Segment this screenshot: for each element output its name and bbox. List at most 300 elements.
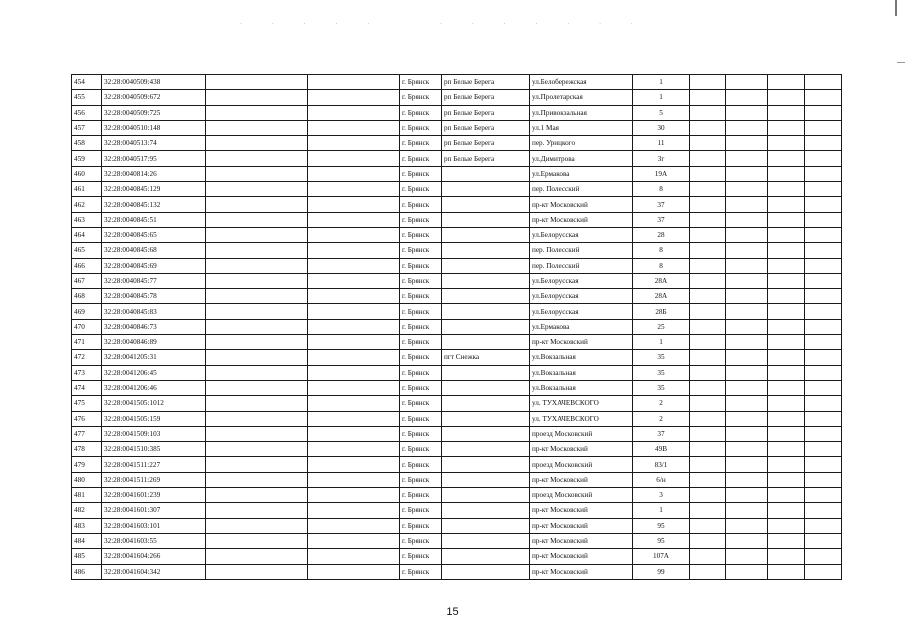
cadastral-number: 32:28:0040513:74 — [102, 136, 206, 151]
blank-cell — [805, 289, 842, 304]
cadastral-number: 32:28:0040845:129 — [102, 182, 206, 197]
table-row — [72, 503, 842, 518]
blank-cell — [768, 105, 805, 120]
blank-cell — [726, 533, 768, 548]
city-cell: г. Брянск — [400, 120, 442, 135]
row-number: 458 — [72, 136, 102, 151]
street-cell: пер. Полесский — [530, 243, 633, 258]
blank-cell — [308, 411, 400, 426]
city-cell: г. Брянск — [400, 503, 442, 518]
cadastral-number: 32:28:0041505:1012 — [102, 396, 206, 411]
blank-cell — [206, 411, 308, 426]
blank-cell — [805, 488, 842, 503]
blank-cell — [726, 197, 768, 212]
row-number: 484 — [72, 533, 102, 548]
blank-cell — [308, 365, 400, 380]
table-row — [72, 166, 842, 181]
cadastral-number: 32:28:0040845:69 — [102, 258, 206, 273]
street-cell: ул.Белобережская — [530, 75, 633, 90]
blank-cell — [726, 304, 768, 319]
settlement-cell: рп Белые Берега — [442, 136, 530, 151]
scan-artifact: · · · · · — [240, 21, 384, 28]
house-number-cell: 2 — [633, 396, 690, 411]
blank-cell — [726, 488, 768, 503]
cadastral-number: 32:28:0041505:159 — [102, 411, 206, 426]
blank-cell — [805, 166, 842, 181]
blank-cell — [308, 549, 400, 564]
cadastral-number: 32:28:0040814:26 — [102, 166, 206, 181]
house-number-cell: 3 — [633, 488, 690, 503]
street-cell: ул.Белорусская — [530, 273, 633, 288]
row-number: 464 — [72, 227, 102, 242]
blank-cell — [206, 304, 308, 319]
blank-cell — [690, 533, 726, 548]
blank-cell — [308, 426, 400, 441]
blank-cell — [726, 518, 768, 533]
city-cell: г. Брянск — [400, 105, 442, 120]
table-row — [72, 518, 842, 533]
cadastral-number: 32:28:0041511:269 — [102, 472, 206, 487]
blank-cell — [308, 335, 400, 350]
blank-cell — [690, 426, 726, 441]
row-number: 478 — [72, 442, 102, 457]
blank-cell — [726, 350, 768, 365]
blank-cell — [690, 503, 726, 518]
street-cell: пр-кт Московский — [530, 212, 633, 227]
settlement-cell — [442, 533, 530, 548]
row-number: 482 — [72, 503, 102, 518]
blank-cell — [206, 90, 308, 105]
street-cell: пр-кт Московский — [530, 335, 633, 350]
house-number-cell: 30 — [633, 120, 690, 135]
house-number-cell: 1 — [633, 90, 690, 105]
city-cell: г. Брянск — [400, 518, 442, 533]
table-row — [72, 335, 842, 350]
cadastral-number: 32:28:0041509:103 — [102, 426, 206, 441]
table-row — [72, 289, 842, 304]
house-number-cell: 37 — [633, 197, 690, 212]
city-cell: г. Брянск — [400, 289, 442, 304]
blank-cell — [308, 442, 400, 457]
settlement-cell — [442, 380, 530, 395]
settlement-cell — [442, 319, 530, 334]
house-number-cell: 28А — [633, 273, 690, 288]
blank-cell — [768, 335, 805, 350]
blank-cell — [690, 457, 726, 472]
city-cell: г. Брянск — [400, 136, 442, 151]
blank-cell — [726, 151, 768, 166]
blank-cell — [690, 105, 726, 120]
house-number-cell: 107А — [633, 549, 690, 564]
blank-cell — [805, 304, 842, 319]
blank-cell — [690, 442, 726, 457]
blank-cell — [206, 350, 308, 365]
blank-cell — [768, 75, 805, 90]
row-number: 470 — [72, 319, 102, 334]
table-row — [72, 365, 842, 380]
blank-cell — [308, 197, 400, 212]
blank-cell — [690, 411, 726, 426]
city-cell: г. Брянск — [400, 258, 442, 273]
blank-cell — [690, 75, 726, 90]
blank-cell — [690, 273, 726, 288]
blank-cell — [308, 304, 400, 319]
blank-cell — [690, 136, 726, 151]
city-cell: г. Брянск — [400, 442, 442, 457]
table-row — [72, 151, 842, 166]
blank-cell — [768, 258, 805, 273]
cadastral-number: 32:28:0041510:385 — [102, 442, 206, 457]
blank-cell — [206, 380, 308, 395]
house-number-cell: 1 — [633, 75, 690, 90]
settlement-cell — [442, 304, 530, 319]
blank-cell — [768, 533, 805, 548]
city-cell: г. Брянск — [400, 488, 442, 503]
cadastral-number: 32:28:0041604:266 — [102, 549, 206, 564]
settlement-cell — [442, 212, 530, 227]
blank-cell — [805, 151, 842, 166]
settlement-cell — [442, 457, 530, 472]
row-number: 476 — [72, 411, 102, 426]
row-number: 481 — [72, 488, 102, 503]
settlement-cell: рп Белые Берега — [442, 120, 530, 135]
settlement-cell — [442, 488, 530, 503]
blank-cell — [308, 518, 400, 533]
blank-cell — [206, 243, 308, 258]
blank-cell — [206, 549, 308, 564]
settlement-cell — [442, 426, 530, 441]
settlement-cell: рп Белые Берега — [442, 151, 530, 166]
row-number: 455 — [72, 90, 102, 105]
blank-cell — [726, 120, 768, 135]
blank-cell — [206, 289, 308, 304]
blank-cell — [726, 319, 768, 334]
blank-cell — [726, 365, 768, 380]
house-number-cell: 35 — [633, 380, 690, 395]
house-number-cell: 99 — [633, 564, 690, 579]
house-number-cell: 1 — [633, 335, 690, 350]
cadastral-number: 32:28:0041603:101 — [102, 518, 206, 533]
blank-cell — [768, 212, 805, 227]
street-cell: пр-кт Московский — [530, 472, 633, 487]
row-number: 477 — [72, 426, 102, 441]
city-cell: г. Брянск — [400, 182, 442, 197]
blank-cell — [805, 503, 842, 518]
blank-cell — [206, 120, 308, 135]
blank-cell — [206, 564, 308, 579]
blank-cell — [308, 75, 400, 90]
blank-cell — [308, 90, 400, 105]
blank-cell — [206, 273, 308, 288]
settlement-cell: пгт Снежка — [442, 350, 530, 365]
table-row — [72, 411, 842, 426]
city-cell: г. Брянск — [400, 533, 442, 548]
house-number-cell: 28 — [633, 227, 690, 242]
cadastral-number: 32:28:0040845:68 — [102, 243, 206, 258]
row-number: 469 — [72, 304, 102, 319]
blank-cell — [768, 273, 805, 288]
blank-cell — [768, 243, 805, 258]
city-cell: г. Брянск — [400, 243, 442, 258]
blank-cell — [308, 396, 400, 411]
blank-cell — [805, 365, 842, 380]
blank-cell — [308, 182, 400, 197]
blank-cell — [805, 243, 842, 258]
settlement-cell: рп Белые Берега — [442, 75, 530, 90]
house-number-cell: 6/н — [633, 472, 690, 487]
blank-cell — [308, 258, 400, 273]
city-cell: г. Брянск — [400, 212, 442, 227]
blank-cell — [805, 518, 842, 533]
blank-cell — [206, 442, 308, 457]
street-cell: пер. Урицкого — [530, 136, 633, 151]
blank-cell — [726, 442, 768, 457]
table-row — [72, 90, 842, 105]
table-row — [72, 396, 842, 411]
street-cell: ул.Вокзальная — [530, 380, 633, 395]
blank-cell — [726, 457, 768, 472]
blank-cell — [726, 105, 768, 120]
blank-cell — [768, 549, 805, 564]
blank-cell — [308, 564, 400, 579]
house-number-cell: 8 — [633, 182, 690, 197]
settlement-cell — [442, 289, 530, 304]
blank-cell — [726, 212, 768, 227]
blank-cell — [768, 182, 805, 197]
blank-cell — [726, 503, 768, 518]
settlement-cell — [442, 243, 530, 258]
settlement-cell — [442, 166, 530, 181]
blank-cell — [726, 472, 768, 487]
blank-cell — [726, 411, 768, 426]
street-cell: ул.Белорусская — [530, 227, 633, 242]
blank-cell — [690, 488, 726, 503]
street-cell: ул.Пролетарская — [530, 90, 633, 105]
row-number: 480 — [72, 472, 102, 487]
blank-cell — [726, 564, 768, 579]
cadastral-number: 32:28:0041206:46 — [102, 380, 206, 395]
blank-cell — [690, 90, 726, 105]
table-row — [72, 319, 842, 334]
registry-table — [71, 74, 842, 580]
blank-cell — [768, 90, 805, 105]
blank-cell — [726, 380, 768, 395]
table-row — [72, 442, 842, 457]
scan-artifact: · · · · · · · — [440, 21, 647, 28]
city-cell: г. Брянск — [400, 273, 442, 288]
row-number: 466 — [72, 258, 102, 273]
house-number-cell: 35 — [633, 365, 690, 380]
blank-cell — [206, 212, 308, 227]
blank-cell — [805, 472, 842, 487]
blank-cell — [768, 227, 805, 242]
blank-cell — [768, 166, 805, 181]
blank-cell — [726, 273, 768, 288]
blank-cell — [690, 564, 726, 579]
table-row — [72, 304, 842, 319]
blank-cell — [805, 380, 842, 395]
cadastral-number: 32:28:0041601:239 — [102, 488, 206, 503]
blank-cell — [690, 197, 726, 212]
table-row — [72, 120, 842, 135]
blank-cell — [308, 380, 400, 395]
blank-cell — [206, 182, 308, 197]
blank-cell — [805, 197, 842, 212]
city-cell: г. Брянск — [400, 472, 442, 487]
street-cell: ул.Ермакова — [530, 166, 633, 181]
blank-cell — [768, 457, 805, 472]
row-number: 472 — [72, 350, 102, 365]
blank-cell — [805, 533, 842, 548]
blank-cell — [768, 503, 805, 518]
city-cell: г. Брянск — [400, 457, 442, 472]
city-cell: г. Брянск — [400, 75, 442, 90]
blank-cell — [805, 75, 842, 90]
street-cell: ул.Вокзальная — [530, 365, 633, 380]
house-number-cell: 37 — [633, 212, 690, 227]
blank-cell — [768, 472, 805, 487]
row-number: 483 — [72, 518, 102, 533]
blank-cell — [308, 105, 400, 120]
cadastral-number: 32:28:0040846:73 — [102, 319, 206, 334]
blank-cell — [768, 488, 805, 503]
blank-cell — [805, 411, 842, 426]
house-number-cell: 35 — [633, 350, 690, 365]
blank-cell — [726, 426, 768, 441]
scan-edge-mark — [897, 62, 905, 63]
blank-cell — [768, 518, 805, 533]
blank-cell — [206, 396, 308, 411]
row-number: 459 — [72, 151, 102, 166]
blank-cell — [308, 243, 400, 258]
blank-cell — [805, 90, 842, 105]
blank-cell — [805, 105, 842, 120]
table-row — [72, 350, 842, 365]
blank-cell — [206, 472, 308, 487]
settlement-cell — [442, 549, 530, 564]
city-cell: г. Брянск — [400, 90, 442, 105]
blank-cell — [308, 289, 400, 304]
blank-cell — [726, 166, 768, 181]
cadastral-number: 32:28:0041206:45 — [102, 365, 206, 380]
house-number-cell: 8 — [633, 258, 690, 273]
house-number-cell: 37 — [633, 426, 690, 441]
table-row — [72, 564, 842, 579]
street-cell: пр-кт Московский — [530, 518, 633, 533]
blank-cell — [768, 350, 805, 365]
blank-cell — [206, 227, 308, 242]
blank-cell — [768, 365, 805, 380]
blank-cell — [308, 151, 400, 166]
settlement-cell — [442, 518, 530, 533]
row-number: 463 — [72, 212, 102, 227]
blank-cell — [308, 166, 400, 181]
blank-cell — [690, 350, 726, 365]
blank-cell — [805, 258, 842, 273]
table-row — [72, 457, 842, 472]
row-number: 457 — [72, 120, 102, 135]
street-cell: пр-кт Московский — [530, 442, 633, 457]
house-number-cell: 19А — [633, 166, 690, 181]
blank-cell — [768, 304, 805, 319]
blank-cell — [308, 457, 400, 472]
cadastral-number: 32:28:0040509:725 — [102, 105, 206, 120]
row-number: 462 — [72, 197, 102, 212]
street-cell: пер. Полесский — [530, 258, 633, 273]
blank-cell — [206, 365, 308, 380]
house-number-cell: 28Б — [633, 304, 690, 319]
house-number-cell: 8 — [633, 243, 690, 258]
city-cell: г. Брянск — [400, 365, 442, 380]
house-number-cell: 1 — [633, 503, 690, 518]
blank-cell — [690, 166, 726, 181]
settlement-cell: рп Белые Берега — [442, 105, 530, 120]
blank-cell — [308, 120, 400, 135]
city-cell: г. Брянск — [400, 227, 442, 242]
blank-cell — [726, 227, 768, 242]
blank-cell — [726, 335, 768, 350]
blank-cell — [805, 335, 842, 350]
blank-cell — [768, 396, 805, 411]
table-row — [72, 426, 842, 441]
table-row — [72, 212, 842, 227]
blank-cell — [206, 75, 308, 90]
blank-cell — [726, 182, 768, 197]
row-number: 456 — [72, 105, 102, 120]
blank-cell — [690, 304, 726, 319]
house-number-cell: 25 — [633, 319, 690, 334]
table-row — [72, 273, 842, 288]
city-cell: г. Брянск — [400, 166, 442, 181]
settlement-cell — [442, 503, 530, 518]
row-number: 467 — [72, 273, 102, 288]
blank-cell — [206, 136, 308, 151]
row-number: 486 — [72, 564, 102, 579]
blank-cell — [206, 151, 308, 166]
street-cell: проезд Московский — [530, 457, 633, 472]
settlement-cell — [442, 258, 530, 273]
blank-cell — [726, 289, 768, 304]
city-cell: г. Брянск — [400, 319, 442, 334]
blank-cell — [768, 151, 805, 166]
street-cell: пер. Полесский — [530, 182, 633, 197]
cadastral-number: 32:28:0041603:55 — [102, 533, 206, 548]
settlement-cell — [442, 472, 530, 487]
street-cell: ул. ТУХАЧЕВСКОГО — [530, 396, 633, 411]
city-cell: г. Брянск — [400, 564, 442, 579]
cadastral-number: 32:28:0040845:132 — [102, 197, 206, 212]
settlement-cell — [442, 396, 530, 411]
blank-cell — [206, 105, 308, 120]
blank-cell — [690, 258, 726, 273]
settlement-cell — [442, 335, 530, 350]
street-cell: ул.Белорусская — [530, 304, 633, 319]
house-number-cell: 11 — [633, 136, 690, 151]
blank-cell — [768, 289, 805, 304]
blank-cell — [805, 396, 842, 411]
city-cell: г. Брянск — [400, 304, 442, 319]
cadastral-number: 32:28:0041511:227 — [102, 457, 206, 472]
city-cell: г. Брянск — [400, 350, 442, 365]
street-cell: ул.Белорусская — [530, 289, 633, 304]
blank-cell — [690, 227, 726, 242]
blank-cell — [690, 396, 726, 411]
table-row — [72, 380, 842, 395]
table-row — [72, 136, 842, 151]
table-row — [72, 75, 842, 90]
blank-cell — [768, 411, 805, 426]
street-cell: ул.Ермакова — [530, 319, 633, 334]
